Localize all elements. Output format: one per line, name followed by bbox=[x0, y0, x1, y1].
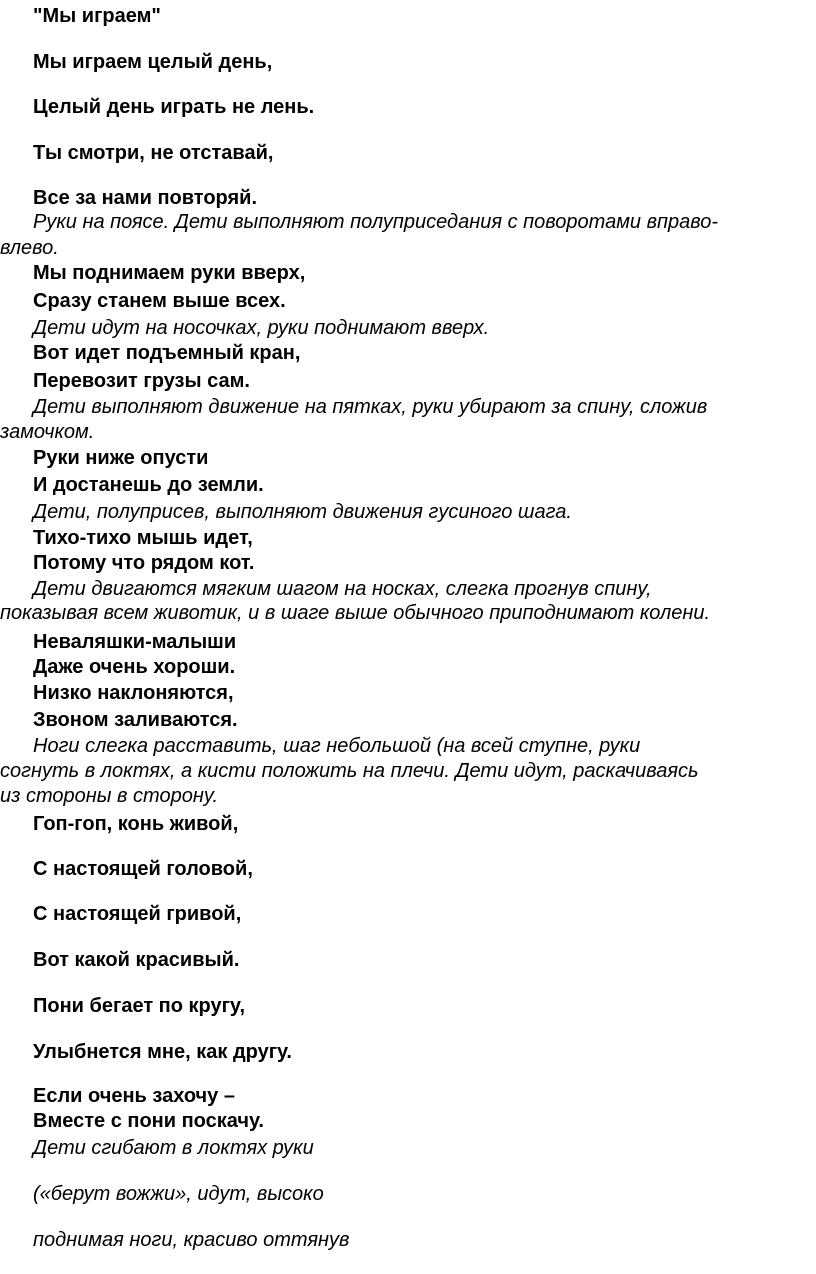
instruction-line: Ноги слегка расставить, шаг небольшой (на всей ступне, руки bbox=[33, 735, 641, 757]
verse-line: Сразу станем выше всех. bbox=[33, 290, 286, 312]
verse-line: Неваляшки-малыши bbox=[33, 631, 237, 653]
verse-line: Пони бегает по кругу, bbox=[33, 995, 246, 1017]
verse-line: Руки ниже опусти bbox=[33, 447, 209, 469]
instruction-line: замочком. bbox=[0, 421, 95, 443]
verse-line: Вот идет подъемный кран, bbox=[33, 342, 301, 364]
verse-line: Вместе с пони поскачу. bbox=[33, 1110, 264, 1132]
instruction-line: Руки на поясе. Дети выполняют полуприседания с поворотами вправо- bbox=[33, 211, 719, 233]
verse-line: Перевозит грузы сам. bbox=[33, 370, 250, 392]
verse-line: Если очень захочу – bbox=[33, 1085, 235, 1107]
instruction-line: из стороны в сторону. bbox=[0, 785, 219, 807]
verse-line: Улыбнется мне, как другу. bbox=[33, 1041, 292, 1063]
verse-line: Звоном заливаются. bbox=[33, 709, 238, 731]
verse-line: И достанешь до земли. bbox=[33, 474, 264, 496]
verse-line: Вот какой красивый. bbox=[33, 949, 240, 971]
page-title: "Мы играем" bbox=[33, 5, 161, 27]
instruction-line: («берут вожжи», идут, высоко bbox=[33, 1183, 324, 1205]
verse-line: Мы поднимаем руки вверх, bbox=[33, 262, 306, 284]
verse-line: Все за нами повторяй. bbox=[33, 187, 258, 209]
instruction-line: согнуть в локтях, а кисти положить на плечи. Дети идут, раскачиваясь bbox=[0, 760, 699, 782]
verse-line: Тихо-тихо мышь идет, bbox=[33, 527, 253, 549]
verse-line: Мы играем целый день, bbox=[33, 51, 273, 73]
instruction-line: Дети идут на носочках, руки поднимают вверх. bbox=[33, 317, 490, 339]
verse-line: С настоящей головой, bbox=[33, 858, 253, 880]
verse-line: Даже очень хороши. bbox=[33, 656, 236, 678]
verse-line: Гоп-гоп, конь живой, bbox=[33, 813, 239, 835]
instruction-line: Дети двигаются мягким шагом на носках, слегка прогнув спину, bbox=[33, 578, 652, 600]
instruction-line: влево. bbox=[0, 237, 59, 259]
verse-line: С настоящей гривой, bbox=[33, 903, 242, 925]
instruction-line: Дети сгибают в локтях руки bbox=[33, 1137, 314, 1159]
verse-line: Потому что рядом кот. bbox=[33, 552, 255, 574]
verse-line: Ты смотри, не отставай, bbox=[33, 142, 274, 164]
instruction-line: показывая всем животик, и в шаге выше обычного приподнимают колени. bbox=[0, 602, 711, 624]
verse-line: Целый день играть не лень. bbox=[33, 96, 315, 118]
instruction-line: Дети выполняют движение на пятках, руки убирают за спину, сложив bbox=[33, 396, 708, 418]
instruction-line: поднимая ноги, красиво оттянув bbox=[33, 1229, 350, 1251]
verse-line: Низко наклоняются, bbox=[33, 682, 234, 704]
instruction-line: Дети, полуприсев, выполняют движения гусиного шага. bbox=[33, 501, 572, 523]
